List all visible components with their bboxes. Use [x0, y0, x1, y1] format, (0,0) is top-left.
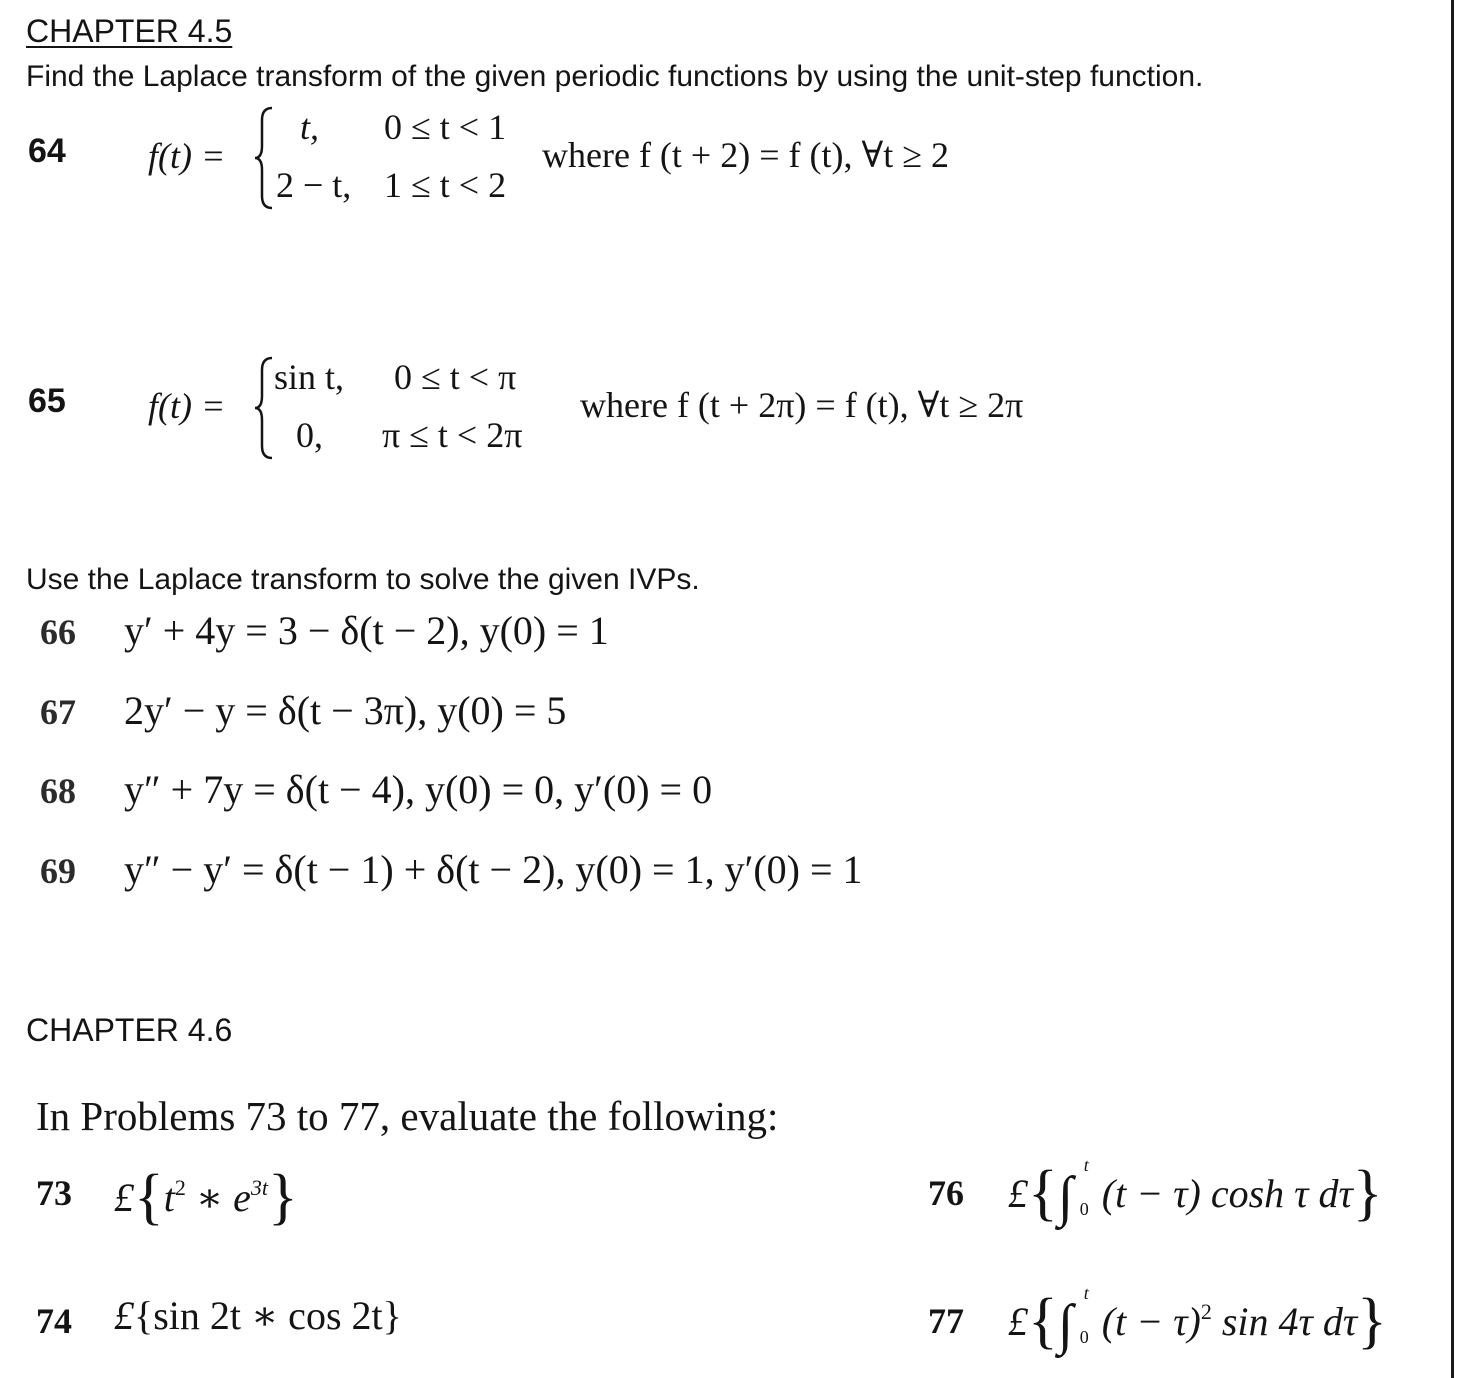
right-brace-icon: } [1352, 1159, 1383, 1227]
problem-number: 66 [40, 612, 76, 652]
problem-number: 74 [36, 1301, 72, 1341]
left-brace-icon [252, 356, 276, 460]
right-brace-icon: } [382, 1293, 402, 1338]
left-brace-icon: { [1028, 1159, 1058, 1227]
page-edge-line [1451, 0, 1454, 1378]
exponent: 2 [1200, 1299, 1212, 1324]
left-brace-icon: { [134, 1163, 164, 1231]
ivp-equation: y′ + 4y = 3 − δ(t − 2), y(0) = 1 [124, 608, 609, 653]
ivp-equation: 2y′ − y = δ(t − 3π), y(0) = 5 [124, 688, 567, 733]
upper-limit: t [1083, 1283, 1089, 1303]
laplace-expression [114, 1292, 402, 1339]
case-1-expression: t, [300, 107, 320, 147]
function-lhs: f(t) = [148, 386, 226, 426]
problem-number: 67 [40, 692, 76, 732]
laplace-expression [1008, 1283, 1387, 1356]
case-1-condition: 0 ≤ t < 1 [384, 107, 507, 147]
chapter-heading: CHAPTER 4.6 [26, 1012, 233, 1048]
problem-number: 64 [28, 132, 66, 170]
function-lhs: f(t) = [148, 136, 226, 176]
lower-limit: 0 [1079, 1327, 1089, 1347]
laplace-operator: £ [114, 1293, 134, 1338]
case-1-condition: 0 ≤ t < π [394, 357, 517, 397]
ivp-equation: y″ + 7y = δ(t − 4), y(0) = 0, y′(0) = 0 [124, 767, 713, 812]
chapter-heading: CHAPTER 4.5 [26, 13, 233, 49]
right-brace-icon: } [1357, 1287, 1387, 1355]
laplace-expression [114, 1160, 298, 1231]
integrand: (t − τ) [1101, 1299, 1201, 1344]
integral-icon: ∫ [1057, 1294, 1074, 1356]
problem-number: 69 [40, 851, 76, 891]
case-2-expression: 0, [296, 415, 323, 455]
problem-number: 65 [28, 382, 66, 420]
laplace-expression [1008, 1155, 1383, 1228]
left-brace-icon: { [1028, 1287, 1058, 1355]
instruction-text: Find the Laplace transform of the given periodic functions by using the unit-step function. [26, 60, 1204, 93]
left-brace-icon [252, 106, 276, 210]
problem-number: 73 [36, 1173, 72, 1213]
expression-base: t [163, 1175, 175, 1220]
upper-limit: t [1083, 1155, 1089, 1175]
exponent: 2 [174, 1175, 186, 1200]
expression-body: sin 2t ∗ cos 2t [153, 1293, 383, 1338]
integrand: sin 4τ dτ [1211, 1299, 1358, 1344]
ivp-equation: y″ − y′ = δ(t − 1) + δ(t − 2), y(0) = 1, y′(0) = 1 [124, 847, 863, 892]
case-1-expression: sin t, [274, 357, 345, 397]
expression-part: ∗ e [185, 1175, 251, 1220]
problem-number: 77 [928, 1301, 964, 1341]
case-2-expression: 2 − t, [276, 165, 352, 205]
left-brace-icon: { [134, 1293, 154, 1338]
integrand: (t − τ) cosh τ dτ [1101, 1171, 1353, 1216]
instruction-text: In Problems 73 to 77, evaluate the following: [36, 1093, 779, 1139]
laplace-operator: £ [114, 1175, 134, 1220]
right-brace-icon: } [267, 1163, 298, 1231]
problem-number: 68 [40, 771, 76, 811]
laplace-operator: £ [1008, 1299, 1028, 1344]
case-2-condition: 1 ≤ t < 2 [384, 165, 507, 205]
exponent: 3t [250, 1175, 268, 1200]
integral-icon: ∫ [1057, 1166, 1074, 1228]
periodicity-condition: where f (t + 2π) = f (t), ∀t ≥ 2π [580, 385, 1024, 425]
lower-limit: 0 [1079, 1199, 1089, 1219]
case-2-condition: π ≤ t < 2π [382, 415, 523, 455]
laplace-operator: £ [1008, 1171, 1028, 1216]
ivp-instruction: Use the Laplace transform to solve the given IVPs. [26, 563, 700, 596]
periodicity-condition: where f (t + 2) = f (t), ∀t ≥ 2 [542, 135, 949, 175]
problem-number: 76 [928, 1173, 964, 1213]
